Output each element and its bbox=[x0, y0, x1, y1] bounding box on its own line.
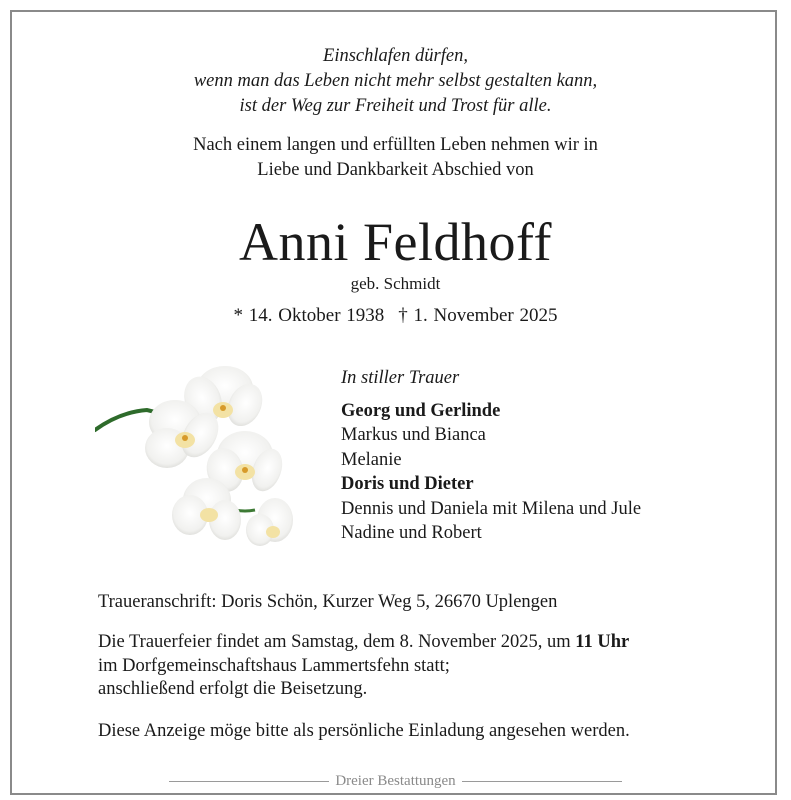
intro-line: Nach einem langen und erfüllten Leben nehmen wir in bbox=[193, 135, 598, 155]
orchid-flower-icon bbox=[95, 360, 295, 550]
intro-line: Liebe und Dankbarkeit Abschied von bbox=[257, 160, 534, 180]
ceremony-text: Die Trauerfeier findet am Samstag, dem 8. November 2025, um bbox=[98, 632, 576, 652]
ceremony-line: anschließend erfolgt die Beisetzung. bbox=[98, 679, 368, 699]
footer-rule bbox=[169, 781, 329, 782]
life-dates bbox=[0, 303, 791, 329]
poem-line: ist der Weg zur Freiheit und Trost für alle. bbox=[239, 96, 552, 116]
maiden-name: geb. Schmidt bbox=[350, 274, 441, 293]
poem-line: Einschlafen dürfen, bbox=[323, 46, 468, 66]
mourner-group-head: Georg und Gerlinde bbox=[341, 400, 501, 421]
ceremony-line: im Dorfgemeinschaftshaus Lammertsfehn statt; bbox=[98, 655, 450, 676]
birth-date: * 14. Oktober 1938 bbox=[233, 305, 385, 326]
ceremony-info bbox=[98, 631, 629, 702]
poem bbox=[0, 44, 791, 119]
mourning-intro: In stiller Trauer bbox=[341, 368, 460, 388]
ceremony-line bbox=[98, 631, 629, 655]
undertaker-name: Dreier Bestattungen bbox=[335, 773, 456, 789]
poem-line: wenn man das Leben nicht mehr selbst gestalten kann, bbox=[193, 71, 598, 91]
invitation-note: Diese Anzeige möge bitte als persönliche Einladung angesehen werden. bbox=[98, 721, 630, 741]
footer-rule bbox=[462, 781, 622, 782]
mourner-line: Melanie bbox=[341, 449, 402, 470]
mourner-line: Dennis und Daniela mit Milena und Jule bbox=[341, 498, 642, 519]
death-date: † 1. November 2025 bbox=[398, 305, 558, 326]
intro-text bbox=[0, 133, 791, 183]
mourning-address: Traueranschrift: Doris Schön, Kurzer Weg 5, 26670 Uplengen bbox=[98, 592, 558, 612]
deceased-name: Anni Feldhoff bbox=[239, 212, 552, 272]
mourner-group-head: Doris und Dieter bbox=[341, 474, 474, 494]
ceremony-time: 11 Uhr bbox=[575, 632, 630, 652]
mourners-list bbox=[341, 366, 641, 546]
mourner-line: Markus und Bianca bbox=[341, 425, 486, 445]
footer bbox=[0, 771, 791, 791]
mourner-line: Nadine und Robert bbox=[341, 523, 482, 543]
